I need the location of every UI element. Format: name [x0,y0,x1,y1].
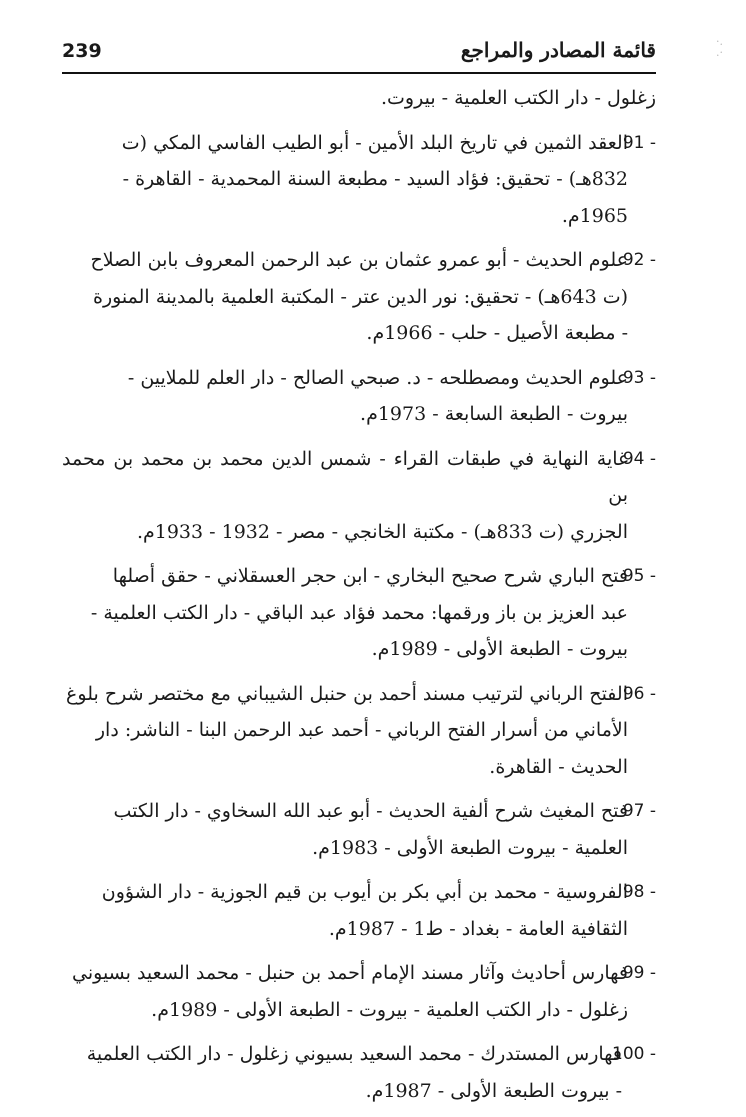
bibliography-entry [62,874,656,947]
entry-line: 1965م. [561,204,628,227]
continued-entry-line: زغلول - دار الكتب العلمية - بيروت. [381,87,656,109]
entry-line: الثقافية العامة - بغداد - ط1 - 1987م. [328,917,628,940]
entry-line: علوم الحديث ومصطلحه - د. صبحي الصالح - دار العلم للملايين - [127,366,628,389]
bibliography-entry [62,242,656,352]
entry-number: 95 - [622,566,656,586]
entry-line: العلمية - بيروت الطبعة الأولى - 1983م. [312,836,628,859]
entry-line: عبد العزيز بن باز ورقمها: محمد فؤاد عبد الباقي - دار الكتب العلمية - [90,601,628,624]
bibliography-entry [62,793,656,866]
running-title: قائمة المصادر والمراجع [460,38,656,62]
bibliography-entry [62,955,656,1028]
entry-line: غاية النهاية في طبقات القراء - شمس الدين محمد بن محمد بن محمد بن [62,447,628,506]
entry-line: فتح الباري شرح صحيح البخاري - ابن حجر العسقلاني - حقق أصلها [112,565,628,587]
entry-line: فهارس المستدرك - محمد السعيد بسيوني زغلول - دار الكتب العلمية [86,1043,622,1065]
entry-line: بيروت - الطبعة السابعة - 1973م. [360,403,628,425]
bibliography-entry [62,360,656,433]
entry-number: 96 - [622,683,656,704]
entry-number: 100 - [612,1044,656,1064]
entry-line: الجزري (ت 833هـ) - مكتبة الخانجي - مصر - 1932 - 1933م. [136,520,628,543]
entry-line: 832هـ) - تحقيق: فؤاد السيد - مطبعة السنة المحمدية - القاهرة - [122,168,628,190]
entry-line: فتح المغيث شرح ألفية الحديث - أبو عبد الله السخاوي - دار الكتب [113,800,628,822]
bibliography-entry [62,1036,656,1109]
entry-number: 98 - [622,882,656,902]
entry-number: 94 - [622,448,656,469]
entries-container [62,125,656,1110]
entry-line: - مطبعة الأصيل - حلب - 1966م. [366,322,628,344]
entry-number: 91 - [622,132,656,153]
entry-line: العقد الثمين في تاريخ البلد الأمين - أبو الطيب الفاسي المكي (ت [121,131,628,154]
entry-number: 93 - [622,367,656,388]
bibliography-entry [62,676,656,786]
page-header [62,34,656,74]
entry-line: الفروسية - محمد بن أبي بكر بن أيوب بن قيم الجوزية - دار الشؤون [101,881,628,903]
bibliography-list [62,80,656,1117]
entry-line: الأماني من أسرار الفتح الرباني - أحمد عبد الرحمن البنا - الناشر: دار [95,719,628,741]
scan-speck-mark: ·. .· [716,35,723,59]
bibliography-entry [62,441,656,551]
entry-number: 99 - [622,963,656,983]
bibliography-entry [62,558,656,668]
entry-line: (ت 643هـ) - تحقيق: نور الدين عتر - المكتبة العلمية بالمدينة المنورة [92,285,628,308]
entry-line: - بيروت الطبعة الأولى - 1987م. [365,1079,622,1102]
entry-line: علوم الحديث - أبو عمرو عثمان بن عبد الرحمن المعروف بابن الصلاح [90,249,628,271]
entry-number: 92 - [622,250,656,270]
entry-line: بيروت - الطبعة الأولى - 1989م. [371,638,628,660]
entry-line: زغلول - دار الكتب العلمية - بيروت - الطبعة الأولى - 1989م. [151,998,628,1021]
bibliography-entry [62,125,656,235]
entry-line: الفتح الرباني لترتيب مسند أحمد بن حنبل الشيباني مع مختصر شرح بلوغ [66,682,628,705]
entry-number: 97 - [622,801,656,821]
entry-line: الحديث - القاهرة. [489,755,628,778]
page-number: 239 [62,40,102,62]
entry-line: فهارس أحاديث وآثار مسند الإمام أحمد بن حنبل - محمد السعيد بسيوني [72,962,628,984]
